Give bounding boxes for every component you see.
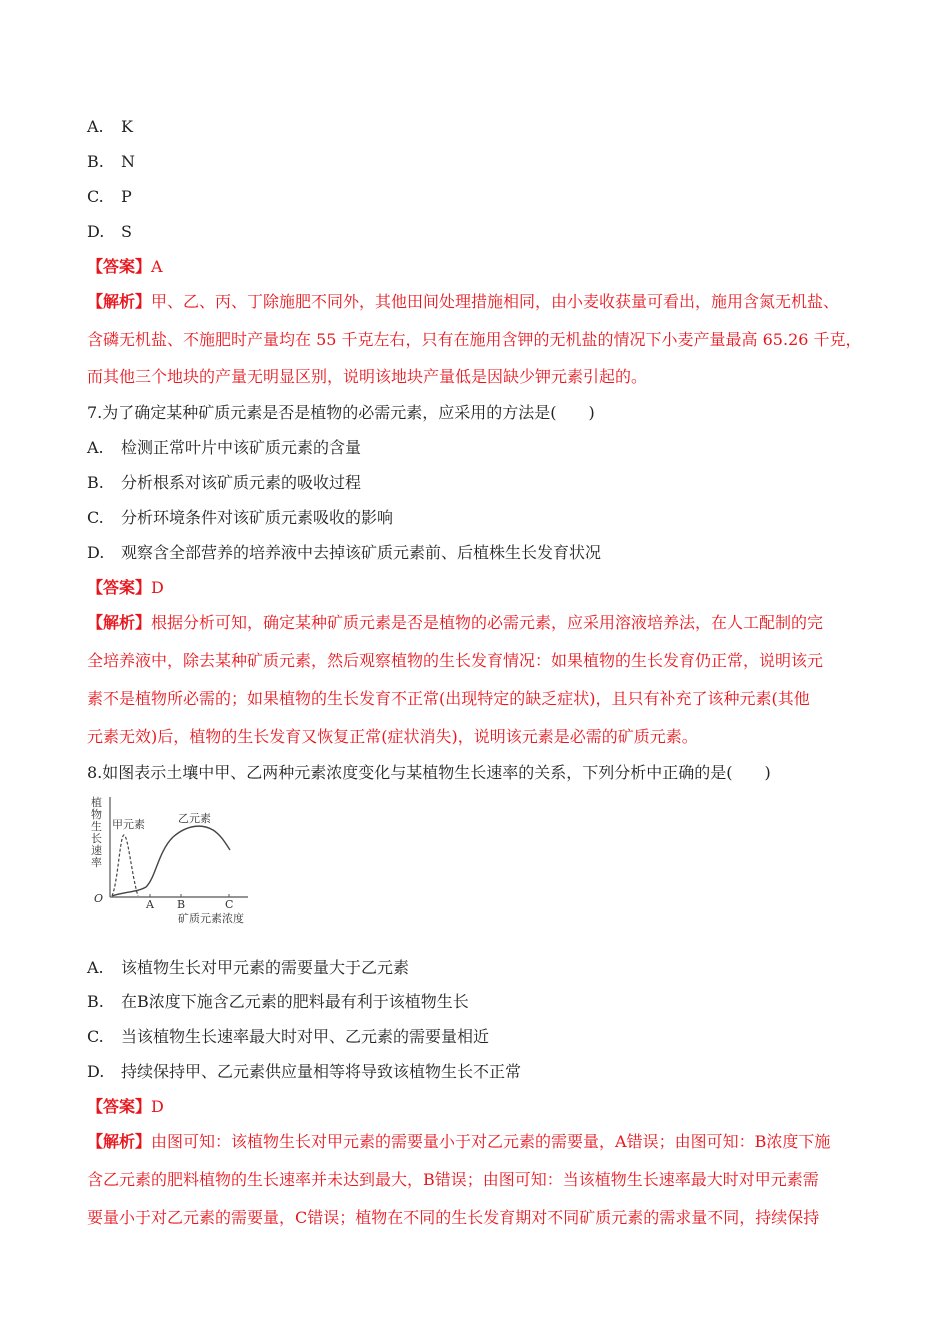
q7-option-a: A. 检测正常叶片中该矿质元素的含量 bbox=[87, 438, 362, 457]
q6-option-b: B. N bbox=[87, 152, 135, 171]
q8-option-d: D. 持续保持甲、乙元素供应量相等将导致该植物生长不正常 bbox=[87, 1062, 522, 1081]
q8-option-c: C. 当该植物生长速率最大时对甲、乙元素的需要量相近 bbox=[87, 1027, 490, 1046]
x-tick-c: C bbox=[225, 898, 234, 911]
origin-label: O bbox=[94, 892, 104, 905]
x-tick-b: B bbox=[177, 898, 186, 911]
q7-analysis-line: 元素无效)后，植物的生长发育又恢复正常(症状消失)，说明该元素是必需的矿质元素。 bbox=[87, 727, 698, 746]
q8-stem: 8.如图表示土壤中甲、乙两种元素浓度变化与某植物生长速率的关系，下列分析中正确的是( ) bbox=[87, 763, 771, 782]
q7-answer: 【答案】D bbox=[87, 578, 164, 597]
q8-option-b: B. 在B浓度下施含乙元素的肥料最有利于该植物生长 bbox=[87, 992, 469, 1011]
y-label-char: 速 bbox=[91, 844, 102, 857]
q6-option-d: D. S bbox=[87, 222, 132, 241]
q7-option-c: C. 分析环境条件对该矿质元素吸收的影响 bbox=[87, 508, 394, 527]
q6-analysis-line: 【解析】甲、乙、丙、丁除施肥不同外，其他田间处理措施相同，由小麦收获量可看出，施用含氮无机盐、 bbox=[87, 292, 840, 311]
series-label-yi: 乙元素 bbox=[178, 812, 211, 825]
q8-analysis-line: 含乙元素的肥料植物的生长速率并未达到最大，B错误；由图可知：当该植物生长速率最大时对甲元素需 bbox=[87, 1170, 819, 1189]
q7-stem: 7.为了确定某种矿质元素是否是植物的必需元素，应采用的方法是( ) bbox=[87, 403, 595, 422]
x-axis-label: 矿质元素浓度 bbox=[178, 912, 244, 925]
series-label-jia: 甲元素 bbox=[112, 818, 145, 831]
y-label-char: 长 bbox=[91, 832, 102, 845]
q8-analysis-line: 要量小于对乙元素的需要量，C错误；植物在不同的生长发育期对不同矿质元素的需求量不同，持续保持 bbox=[87, 1208, 820, 1227]
q7-analysis-line: 素不是植物所必需的；如果植物的生长发育不正常(出现特定的缺乏症状)，且只有补充了该种元素(其他 bbox=[87, 689, 810, 708]
q6-option-a: A. K bbox=[87, 117, 133, 136]
q8-answer: 【答案】D bbox=[87, 1097, 164, 1116]
q8-option-a: A. 该植物生长对甲元素的需要量大于乙元素 bbox=[87, 958, 410, 977]
q8-analysis-line: 【解析】由图可知：该植物生长对甲元素的需要量小于对乙元素的需要量，A错误；由图可知：B浓度下施 bbox=[87, 1132, 831, 1151]
q6-option-c: C. P bbox=[87, 187, 132, 206]
growth-rate-chart bbox=[88, 792, 263, 927]
x-tick-a: A bbox=[146, 898, 154, 911]
q7-option-b: B. 分析根系对该矿质元素的吸收过程 bbox=[87, 473, 362, 492]
q7-analysis-line: 【解析】根据分析可知，确定某种矿质元素是否是植物的必需元素，应采用溶液培养法，在人工配制的完 bbox=[87, 613, 824, 632]
q6-analysis-line: 含磷无机盐、不施肥时产量均在 55 千克左右，只有在施用含钾的无机盐的情况下小麦产量最高 65.26 千克， bbox=[87, 330, 862, 349]
q6-answer: 【答案】A bbox=[87, 257, 163, 276]
q6-analysis-line: 而其他三个地块的产量无明显区别，说明该地块产量低是因缺少钾元素引起的。 bbox=[87, 367, 648, 386]
q7-analysis-line: 全培养液中，除去某种矿质元素，然后观察植物的生长发育情况：如果植物的生长发育仍正常，说明该元 bbox=[87, 651, 824, 670]
y-label-char: 物 bbox=[91, 808, 102, 821]
q7-option-d: D. 观察含全部营养的培养液中去掉该矿质元素前、后植株生长发育状况 bbox=[87, 543, 602, 562]
y-label-char: 生 bbox=[91, 820, 102, 833]
yi-curve bbox=[112, 826, 230, 896]
y-label-char: 率 bbox=[91, 856, 102, 869]
y-label-char: 植 bbox=[91, 796, 102, 809]
jia-curve bbox=[112, 835, 138, 896]
